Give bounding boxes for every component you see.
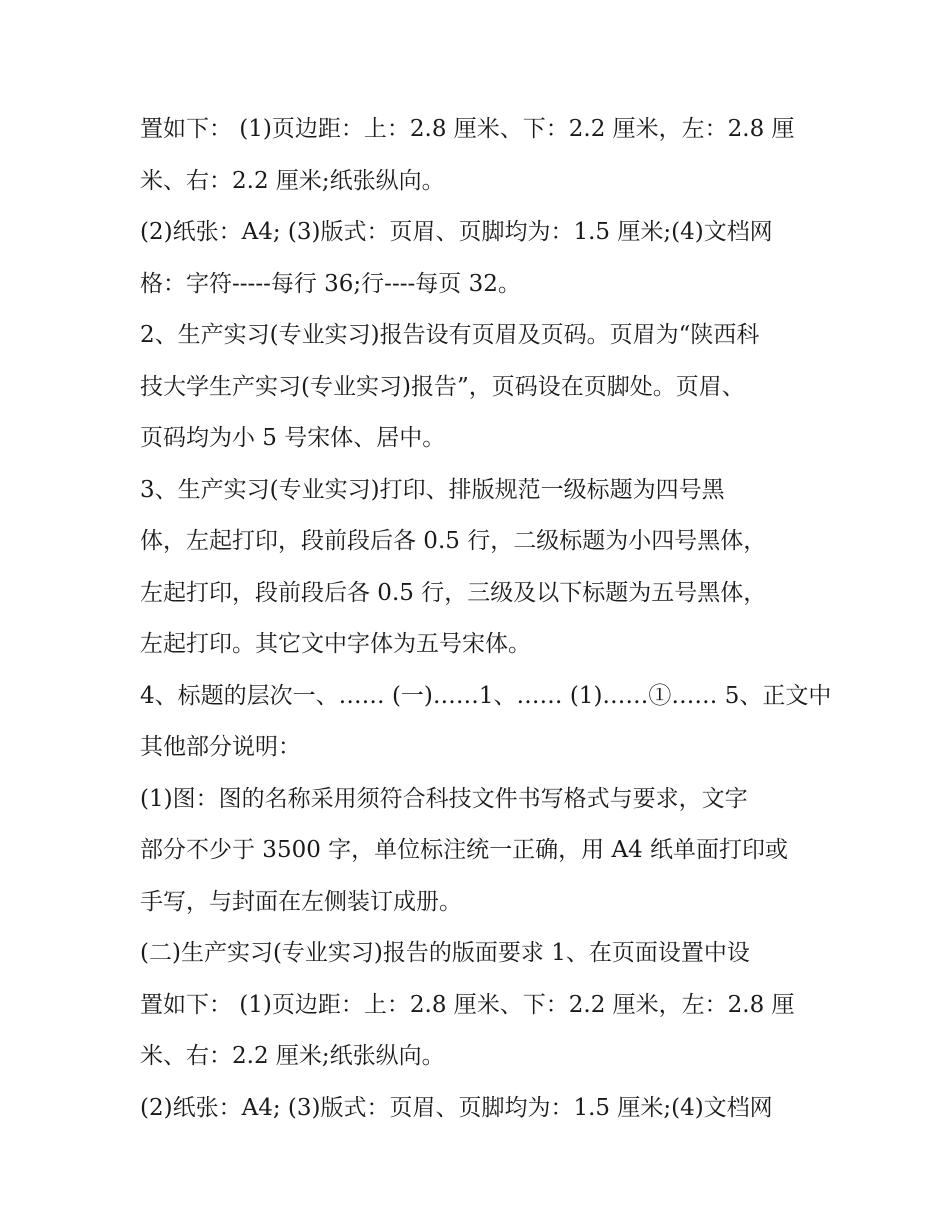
text-line-2: 米、右：2.2 厘米;纸张纵向。 [140,167,445,194]
text-line-10: 左起打印，段前段后各 0.5 行，三级及以下标题为五号黑体， [140,579,767,606]
text-line-6: 技大学生产实习(专业实习)报告”，页码设在页脚处。页眉、 [140,373,745,400]
text-line-13: 其他部分说明： [140,734,301,760]
text-line-16: 手写，与封面在左侧装订成册。 [140,888,462,915]
text-line-15: 部分不少于 3500 字，单位标注统一正确，用 A4 纸单面打印或 [140,837,789,863]
text-line-14: (1)图：图的名称采用须符合科技文件书写格式与要求，文字 [140,785,748,812]
text-line-8: 3、生产实习(专业实习)打印、排版规范一级标题为四号黑 [140,476,725,503]
text-line-12: 4、标题的层次一、…… (一)……1、…… (1)……①…… 5、正文中 [140,682,832,709]
text-line-11: 左起打印。其它文中字体为五号宋体。 [140,631,531,657]
text-line-19: 米、右：2.2 厘米;纸张纵向。 [140,1043,445,1069]
text-line-4: 格：字符-----每行 36;行----每页 32。 [140,270,521,297]
text-line-5: 2、生产实习(专业实习)报告设有页眉及页码。页眉为“陕西科 [140,322,760,348]
text-line-7: 页码均为小 5 号宋体、居中。 [140,425,446,451]
text-line-18: 置如下： (1)页边距：上：2.8 厘米、下：2.2 厘米，左：2.8 厘 [140,991,795,1018]
text-line-17: (二)生产实习(专业实习)报告的版面要求 1、在页面设置中设 [140,940,750,966]
text-line-20: (2)纸张：A4; (3)版式：页眉、页脚均为：1.5 厘米;(4)文档网 [140,1094,773,1121]
text-line-9: 体，左起打印，段前段后各 0.5 行，二级标题为小四号黑体， [140,528,767,554]
document-body [140,104,832,1134]
text-line-3: (2)纸张：A4; (3)版式：页眉、页脚均为：1.5 厘米;(4)文档网 [140,219,773,245]
text-line-1: 置如下： (1)页边距：上：2.8 厘米、下：2.2 厘米，左：2.8 厘 [140,116,795,142]
